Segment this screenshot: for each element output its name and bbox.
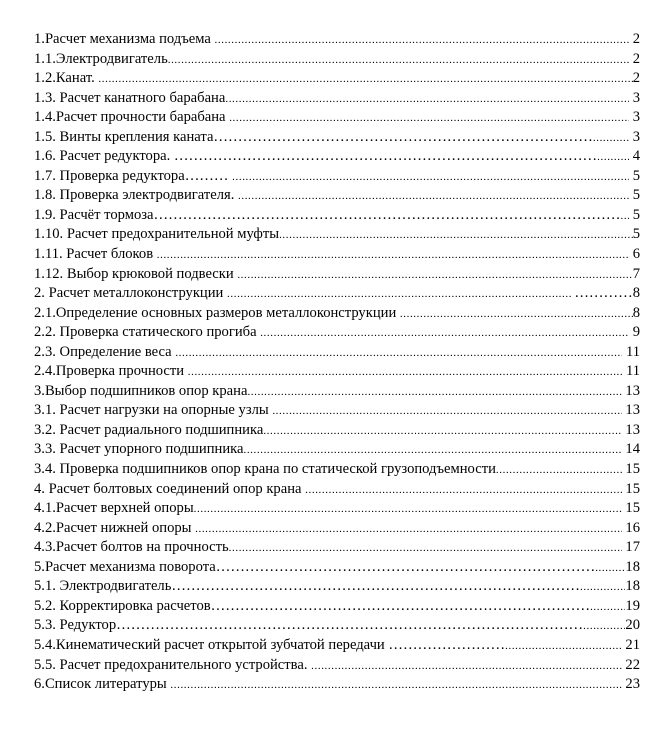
toc-entry-page-number: 3 [629,89,640,106]
toc-dot-leader [170,676,621,695]
toc-entry [34,577,640,597]
toc-entry-title: 4.3.Расчет болтов на прочность [34,539,229,556]
toc-entry-page-number: 4 [629,148,640,165]
toc-entry-title: 1.10. Расчет предохранительной муфты [34,226,280,243]
toc-entry-title: 1.12. Выбор крюковой подвески [34,265,238,282]
toc-entry [34,245,640,265]
toc-dot-leader [188,363,623,382]
toc-entry [34,421,640,441]
toc-dot-leader [590,598,625,617]
toc-entry-page-number: 6 [629,246,640,263]
toc-dot-leader [225,90,629,109]
toc-dot-leader [227,285,571,304]
toc-entry-title: 1.1.Электродвигатель [34,50,168,67]
toc-dot-leader [260,324,629,343]
toc-entry-page-number: 2 [629,31,640,47]
toc-entry [34,186,640,206]
toc-entry-title: 1.3. Расчет канатного барабана [34,89,226,106]
toc-dot-leader [168,51,629,70]
toc-dot-leader [215,31,630,50]
toc-entry-page-number: 2 [632,70,640,87]
toc-entry [34,538,640,558]
toc-dot-leader [272,402,621,421]
toc-entry [34,519,640,539]
toc-entry [34,343,640,363]
toc-entry [34,304,640,324]
toc-entry [34,675,640,695]
toc-dot-leader [593,129,629,148]
toc-dot-leader [595,559,625,578]
toc-entry-title: 1.9. Расчёт тормоза…………………………………………………………………………………… [34,206,621,223]
toc-entry [34,362,640,382]
toc-entry-title: 5.1. Электродвигатель………………………………………………………………………… [34,578,580,595]
toc-entry-page-number: 22 [621,656,640,673]
toc-entry [34,69,640,89]
toc-entry-page-number: 15 [621,500,640,517]
table-of-contents [34,30,640,695]
toc-dot-leader [400,305,633,324]
toc-entry-title: 2. Расчет металлоконструкции [34,285,228,302]
toc-entry [34,265,640,285]
toc-entry-page-number: 21 [621,636,640,653]
toc-entry [34,401,640,421]
toc-entry [34,89,640,109]
toc-entry-title: 2.1.Определение основных размеров металлоконструкции [34,304,400,321]
toc-entry-title: 1.7. Проверка редуктора……… [34,167,233,184]
toc-entry-title: 1.8. Проверка электродвигателя. [34,187,238,204]
toc-entry-title: 1.11. Расчет блоков [34,246,157,263]
toc-dot-leader [232,168,629,187]
toc-entry [34,167,640,187]
toc-entry-page-number: 11 [622,363,640,380]
toc-entry-page-number: 5 [629,206,640,223]
toc-entry-title: 5.Расчет механизма поворота…………………………………………………………………… [34,558,596,575]
toc-entry [34,636,640,656]
toc-entry [34,460,640,480]
toc-entry-page-number: 13 [621,402,640,419]
toc-entry-title: 2.3. Определение веса [34,343,176,360]
toc-dot-leader [237,266,632,285]
toc-entry [34,597,640,617]
toc-entry-title: 1.6. Расчет редуктора. …………………………………………………………………………… [34,148,598,165]
toc-entry-page-number: 14 [621,441,640,458]
toc-entry-title: 1.5. Винты крепления каната…………………………………………………………………… [34,128,593,145]
toc-entry-page-number: 2 [629,50,640,67]
toc-entry [34,656,640,676]
toc-entry-page-number: …………8 [570,285,640,302]
toc-entry-title: 5.2. Корректировка расчетов…………………………………………………………………… [34,597,591,614]
toc-entry-title: 3.4. Проверка подшипников опор крана по статической грузоподъемности [34,461,496,478]
toc-dot-leader [229,539,622,558]
toc-entry-page-number: 20 [625,617,640,634]
toc-entry-page-number: 11 [622,343,640,360]
toc-entry-page-number: 5 [632,226,640,243]
toc-dot-leader [229,109,629,128]
toc-entry-page-number: 3 [629,109,640,126]
toc-entry-title: 3.3. Расчет упорного подшипника [34,441,244,458]
toc-entry [34,50,640,70]
toc-dot-leader [243,441,621,460]
toc-dot-leader [195,520,622,539]
toc-entry [34,558,640,578]
toc-entry-page-number: 19 [625,597,640,614]
toc-entry [34,225,640,245]
toc-entry-page-number: 13 [621,382,640,399]
toc-dot-leader [279,226,633,245]
toc-entry-page-number: 16 [621,519,640,536]
toc-dot-leader [583,617,625,636]
toc-entry-page-number: 5 [629,187,640,204]
toc-dot-leader [580,578,625,597]
toc-dot-leader [157,246,629,265]
toc-dot-leader [621,207,630,226]
toc-entry-page-number: 17 [621,539,640,556]
toc-entry-title: 4.2.Расчет нижней опоры [34,519,196,536]
toc-entry-page-number: 23 [621,676,640,693]
toc-entry-page-number: 8 [632,304,640,321]
toc-dot-leader [597,148,629,167]
toc-entry-page-number: 18 [625,578,640,595]
toc-entry [34,480,640,500]
toc-entry-title: 1.Расчет механизма подъема [34,31,215,47]
toc-entry-title: 2.4.Проверка прочности [34,363,188,380]
toc-entry-page-number: 15 [621,480,640,497]
toc-entry-page-number: 5 [629,167,640,184]
toc-entry-page-number: 9 [629,324,640,341]
toc-entry [34,128,640,148]
toc-entry [34,30,640,50]
toc-entry-page-number: 3 [629,128,640,145]
toc-entry [34,108,640,128]
toc-entry-title: 4.1.Расчет верхней опоры [34,500,194,517]
toc-dot-leader [238,187,629,206]
toc-entry-page-number: 18 [625,558,640,575]
toc-entry-title: 4. Расчет болтовых соединений опор крана [34,480,306,497]
toc-entry-title: 3.Выбор подшипников опор крана [34,382,248,399]
toc-entry-title: 3.2. Расчет радиального подшипника [34,421,264,438]
toc-entry-title: 1.2.Канат. [34,70,99,87]
toc-entry-title: 5.5. Расчет предохранительного устройства. [34,656,312,673]
toc-entry-title: 1.4.Расчет прочности барабана [34,109,230,126]
toc-entry [34,284,640,304]
toc-dot-leader [496,461,622,480]
toc-entry [34,323,640,343]
toc-dot-leader [175,344,622,363]
toc-dot-leader [311,657,622,676]
toc-entry [34,382,640,402]
toc-dot-leader [247,383,621,402]
toc-entry [34,440,640,460]
toc-entry-title: 3.1. Расчет нагрузки на опорные узлы [34,402,273,419]
toc-dot-leader [98,70,632,89]
toc-entry-page-number: 7 [632,265,640,282]
toc-dot-leader [305,481,622,500]
toc-entry [34,147,640,167]
toc-entry-page-number: 15 [621,461,640,478]
toc-entry-page-number: 13 [621,421,640,438]
toc-entry-title: 2.2. Проверка статического прогиба [34,324,261,341]
toc-entry [34,499,640,519]
toc-dot-leader [194,500,622,519]
toc-dot-leader [505,637,622,656]
toc-entry [34,616,640,636]
toc-entry-title: 5.3. Редуктор…………………………………………………………………………………… [34,617,584,634]
toc-entry-title: 6.Список литературы [34,676,171,693]
toc-entry [34,206,640,226]
toc-dot-leader [263,422,621,441]
toc-entry-title: 5.4.Кинематический расчет открытой зубчатой передачи …………………… [34,636,506,653]
